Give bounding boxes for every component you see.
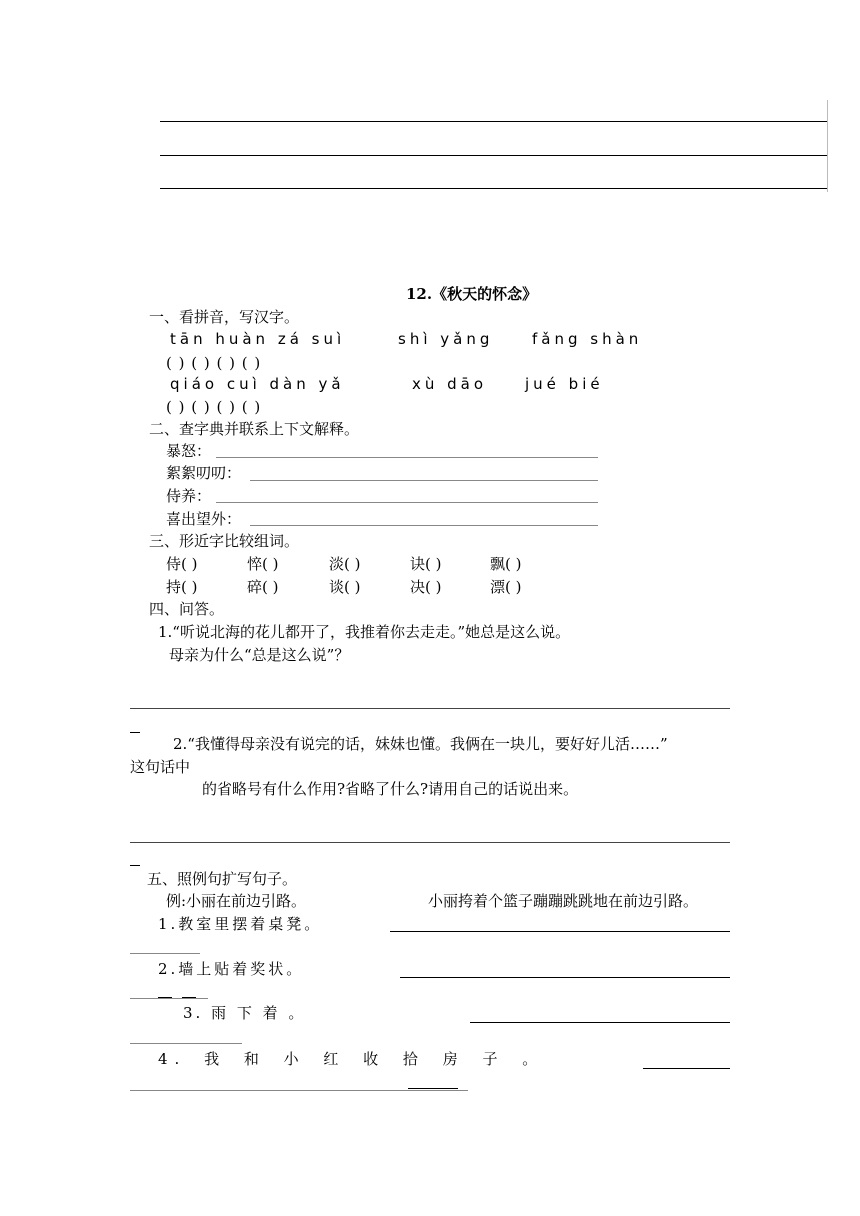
char-compare[interactable]: 淡( ) — [329, 555, 361, 573]
answer-parentheses[interactable]: ( ) ( ) ( ) ( ) — [166, 354, 262, 372]
answer-line — [160, 188, 828, 189]
answer-line[interactable] — [250, 525, 598, 526]
pinyin: shì yǎng — [398, 330, 494, 348]
answer-line[interactable] — [216, 457, 598, 458]
answer-line[interactable] — [470, 1022, 730, 1023]
word-label: 暴怒： — [166, 442, 212, 460]
answer-line-stub — [130, 732, 140, 733]
section5-heading: 五、照例句扩写句子。 — [147, 870, 298, 888]
example-sentence: 例:小丽在前边引路。 — [166, 892, 307, 910]
answer-line-mark — [182, 997, 196, 998]
pinyin: qiáo cuì dàn yǎ — [170, 375, 345, 393]
answer-line[interactable] — [130, 842, 730, 843]
table-edge — [827, 100, 828, 192]
question-2-sub: 的省略号有什么作用?省略了什么?请用自己的话说出来。 — [202, 780, 579, 798]
answer-line-mark — [158, 997, 172, 998]
question-2: 2.“我懂得母亲没有说完的话，妹妹也懂。我俩在一块儿，要好好儿活……” — [173, 735, 668, 753]
char-compare[interactable]: 悴( ) — [247, 555, 279, 573]
answer-line-mark — [408, 1088, 458, 1089]
answer-line[interactable] — [130, 708, 730, 709]
char-compare[interactable]: 持( ) — [166, 578, 198, 596]
char-compare[interactable]: 碎( ) — [247, 578, 279, 596]
pinyin: xù dāo — [412, 375, 488, 393]
answer-parentheses[interactable]: ( ) ( ) ( ) ( ) — [166, 398, 262, 416]
answer-line-cont[interactable] — [130, 998, 208, 999]
question-1-sub: 母亲为什么“总是这么说”？ — [169, 646, 350, 664]
section3-heading: 三、形近字比较组词。 — [149, 532, 300, 550]
pinyin: tān huàn zá suì — [170, 330, 346, 348]
char-compare[interactable]: 侍( ) — [166, 555, 198, 573]
char-compare[interactable]: 诀( ) — [410, 555, 442, 573]
question-1: 1.“听说北海的花儿都开了，我推着你去走走。”她总是这么说。 — [158, 623, 571, 641]
section1-heading: 一、看拼音，写汉字。 — [149, 308, 300, 326]
lesson-title: 12.《秋天的怀念》 — [406, 285, 538, 303]
example-expanded: 小丽挎着个篮子蹦蹦跳跳地在前边引路。 — [428, 892, 699, 910]
answer-line[interactable] — [643, 1068, 730, 1069]
expand-item: 2.墙上贴着奖状。 — [158, 960, 305, 978]
expand-item: 1.教室里摆着桌凳。 — [158, 915, 323, 933]
word-label: 喜出望外： — [166, 510, 242, 528]
answer-line — [160, 155, 828, 156]
answer-line[interactable] — [390, 931, 730, 932]
char-compare[interactable]: 谈( ) — [329, 578, 361, 596]
answer-line[interactable] — [250, 480, 598, 481]
pinyin: jué bié — [525, 375, 604, 393]
answer-line-cont[interactable] — [130, 1043, 242, 1044]
answer-line-cont[interactable] — [130, 1090, 468, 1091]
expand-item: 4. 我 和 小 红 收 拾 房 子 。 — [158, 1050, 545, 1068]
expand-item: 3. 雨 下 着 。 — [183, 1004, 307, 1022]
section4-heading: 四、问答。 — [149, 600, 225, 618]
answer-line[interactable] — [216, 502, 598, 503]
answer-line — [160, 121, 828, 122]
char-compare[interactable]: 漂( ) — [490, 578, 522, 596]
word-label: 侍养： — [166, 487, 212, 505]
answer-line-stub — [130, 865, 140, 866]
char-compare[interactable]: 飘( ) — [490, 555, 522, 573]
word-label: 絮絮叨叨： — [166, 464, 242, 482]
char-compare[interactable]: 决( ) — [410, 578, 442, 596]
pinyin: fǎng shàn — [532, 330, 643, 348]
answer-line[interactable] — [400, 977, 730, 978]
section2-heading: 二、查字典并联系上下文解释。 — [149, 420, 360, 438]
question-2-wrap: 这句话中 — [130, 758, 191, 776]
answer-line-cont[interactable] — [130, 953, 200, 954]
